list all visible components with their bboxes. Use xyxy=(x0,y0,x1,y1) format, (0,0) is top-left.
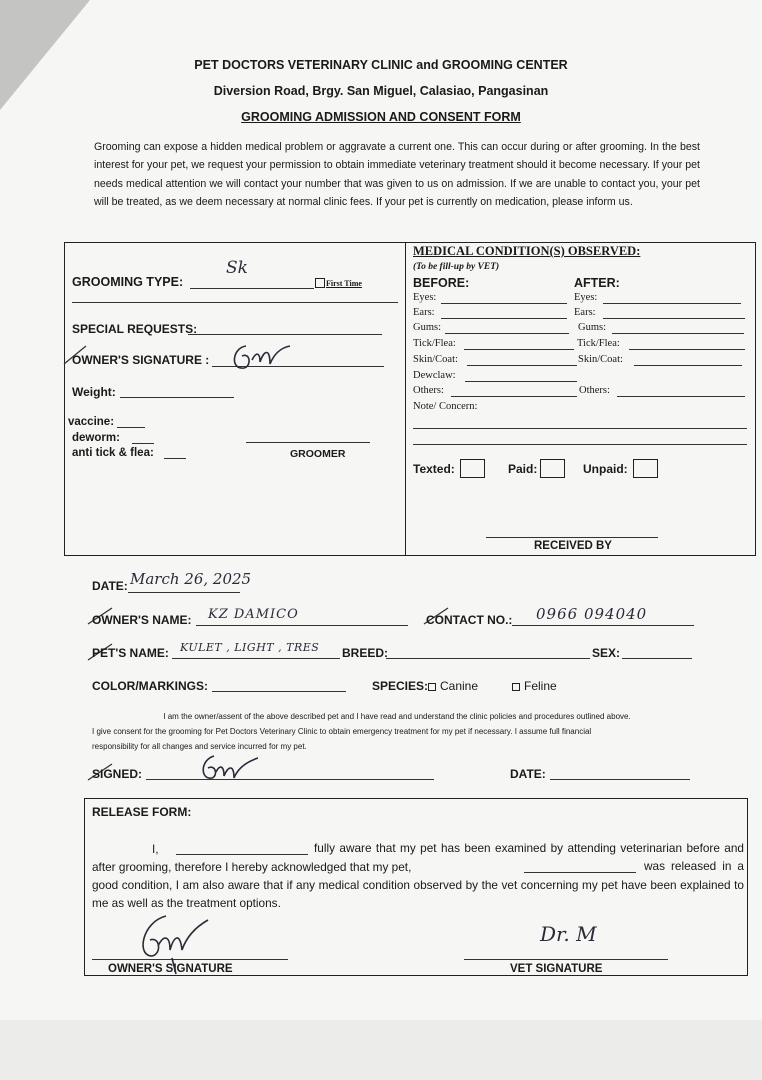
received-by-label: RECEIVED BY xyxy=(534,540,612,552)
after-label: AFTER: xyxy=(574,276,620,290)
consent-signature-scribble xyxy=(196,752,266,788)
after-others-label: Others: xyxy=(579,385,610,396)
groomer-label: GROOMER xyxy=(290,448,346,460)
release-owner-signature-scribble xyxy=(132,910,212,980)
after-skincoat-label: Skin/Coat: xyxy=(578,354,623,365)
release-owner-signature-label: OWNER'S SIGNATURE xyxy=(108,963,233,975)
pet-name-label: PET'S NAME: xyxy=(92,646,169,660)
medical-conditions-title: MEDICAL CONDITION(S) OBSERVED: xyxy=(413,244,641,258)
consent-date-label: DATE: xyxy=(510,767,546,781)
consent-date-field[interactable] xyxy=(550,779,690,780)
owner-signature-label: OWNER'S SIGNATURE : xyxy=(72,353,210,367)
consent-line-3: responsibility for all changes and service incurred for my pet. xyxy=(92,742,307,751)
first-time-label: First Time xyxy=(326,279,362,288)
received-by-line[interactable] xyxy=(486,537,658,538)
color-markings-label: COLOR/MARKINGS: xyxy=(92,679,208,693)
owner-name-field[interactable] xyxy=(196,625,408,626)
owner-signature-scribble xyxy=(228,338,298,378)
unpaid-checkbox[interactable] xyxy=(633,459,658,478)
before-eyes-field[interactable] xyxy=(441,303,567,304)
before-label: BEFORE: xyxy=(413,276,470,290)
vaccine-field[interactable] xyxy=(117,427,145,428)
species-canine-label: Canine xyxy=(440,679,479,693)
before-dewclaw-label: Dewclaw: xyxy=(413,370,456,381)
release-text-2: was released in a good condition, I am also aware that if any medical condition observed by the vet concerning my pet have been explained to me as well as the treatment options. xyxy=(92,859,744,910)
color-markings-field[interactable] xyxy=(212,691,346,692)
pet-name-value: KULET , LIGHT , TRES xyxy=(180,641,320,654)
pet-name-field[interactable] xyxy=(172,658,340,659)
species-label: SPECIES: xyxy=(372,679,429,693)
species-canine-checkbox[interactable] xyxy=(428,683,436,691)
grooming-type-field[interactable] xyxy=(190,288,314,289)
before-gums-field[interactable] xyxy=(445,333,569,334)
grooming-panel-box xyxy=(64,242,756,556)
before-ears-label: Ears: xyxy=(413,307,435,318)
consent-line-2: I give consent for the grooming for Pet Doctors Veterinary Clinic to obtain emergency treatment for my pet if necessary. I assume full financial xyxy=(92,727,592,736)
anti-tick-field[interactable] xyxy=(164,458,186,459)
before-ears-field[interactable] xyxy=(441,318,567,319)
grooming-type-label: GROOMING TYPE: xyxy=(72,275,184,289)
breed-field[interactable] xyxy=(386,658,590,659)
intro-paragraph: Grooming can expose a hidden medical problem or aggravate a current one. This can occur during or after grooming. In the best interest for your pet, we request your permission to obtain immediate veterinary treatment should it become necessary. If your pet needs medical attention we will contact your number that was given to us on admission. If we are unable to contact you, your pet will be treated, as we deem necessary at normal clinic fees. If your pet is currently on medication, please inform us. xyxy=(94,141,700,208)
paid-checkbox[interactable] xyxy=(540,459,565,478)
date-label: DATE: xyxy=(92,579,128,593)
owner-name-label: OWNER'S NAME: xyxy=(92,613,192,627)
weight-field[interactable] xyxy=(120,397,234,398)
after-gums-label: Gums: xyxy=(578,322,607,333)
anti-tick-label: anti tick & flea: xyxy=(72,447,154,459)
sex-field[interactable] xyxy=(622,658,692,659)
date-field[interactable] xyxy=(128,592,240,593)
first-time-checkbox[interactable] xyxy=(315,278,325,288)
before-eyes-label: Eyes: xyxy=(413,292,437,303)
before-dewclaw-field[interactable] xyxy=(465,381,577,382)
after-ears-field[interactable] xyxy=(603,318,745,319)
before-tickflea-field[interactable] xyxy=(464,349,574,350)
texted-label: Texted: xyxy=(413,462,455,476)
page-bottom-shadow xyxy=(0,1020,762,1080)
grooming-type-value: Sk xyxy=(226,258,248,278)
check-mark-owner-signature xyxy=(60,340,90,370)
contact-label: CONTACT NO.: xyxy=(426,613,513,627)
groomer-signature-line[interactable] xyxy=(246,442,370,443)
form-title: GROOMING ADMISSION AND CONSENT FORM xyxy=(241,110,521,124)
medical-conditions-subtitle: (To be fill-up by VET) xyxy=(413,262,500,272)
clinic-name: PET DOCTORS VETERINARY CLINIC and GROOMING CENTER xyxy=(194,58,568,72)
deworm-field[interactable] xyxy=(132,443,154,444)
texted-checkbox[interactable] xyxy=(460,459,485,478)
before-skincoat-label: Skin/Coat: xyxy=(413,354,458,365)
before-gums-label: Gums: xyxy=(413,322,442,333)
clinic-address: Diversion Road, Brgy. San Miguel, Calasiao, Pangasinan xyxy=(213,84,549,98)
after-tickflea-field[interactable] xyxy=(629,349,745,350)
grooming-type-extra-line xyxy=(72,302,398,303)
signed-label: SIGNED: xyxy=(92,767,143,781)
after-others-field[interactable] xyxy=(617,396,745,397)
after-gums-field[interactable] xyxy=(612,333,744,334)
after-eyes-label: Eyes: xyxy=(574,292,598,303)
after-tickflea-label: Tick/Flea: xyxy=(577,338,620,349)
signed-field[interactable] xyxy=(146,779,434,780)
note-concern-label: Note/ Concern: xyxy=(413,401,478,412)
special-requests-label: SPECIAL REQUESTS: xyxy=(72,322,198,336)
species-feline-label: Feline xyxy=(524,679,557,693)
vet-signature-label: VET SIGNATURE xyxy=(510,963,603,975)
species-feline-checkbox[interactable] xyxy=(512,683,520,691)
owner-name-value: KZ DAMICO xyxy=(208,607,299,622)
paid-label: Paid: xyxy=(508,462,538,476)
date-value: March 26, 2025 xyxy=(130,570,252,588)
contact-field[interactable] xyxy=(512,625,694,626)
before-others-label: Others: xyxy=(413,385,444,396)
after-ears-label: Ears: xyxy=(574,307,596,318)
release-text-1: fully aware that my pet has been examined by attending veterinarian before and after grooming, therefore I hereby acknowledged that my pet, xyxy=(92,841,744,874)
note-concern-line-1[interactable] xyxy=(413,428,747,429)
note-concern-line-2[interactable] xyxy=(413,444,747,445)
panel-divider xyxy=(405,242,406,556)
before-others-field[interactable] xyxy=(451,396,577,397)
consent-line-1: I am the owner/assent of the above described pet and I have read and understand the clinic policies and procedures outlined above. xyxy=(163,712,631,721)
after-skincoat-field[interactable] xyxy=(634,365,742,366)
special-requests-field[interactable] xyxy=(188,334,382,335)
vet-signature-line[interactable] xyxy=(464,959,668,960)
weight-label: Weight: xyxy=(72,385,116,399)
vet-initials: Dr. M xyxy=(540,922,597,946)
before-tickflea-label: Tick/Flea: xyxy=(413,338,456,349)
release-text-i: I, xyxy=(152,842,159,856)
breed-label: BREED: xyxy=(342,646,389,660)
before-skincoat-field[interactable] xyxy=(467,365,577,366)
release-form-title: RELEASE FORM: xyxy=(92,805,192,819)
unpaid-label: Unpaid: xyxy=(583,462,628,476)
deworm-label: deworm: xyxy=(72,432,120,444)
vaccine-label: vaccine: xyxy=(68,416,115,428)
sex-label: SEX: xyxy=(592,646,621,660)
after-eyes-field[interactable] xyxy=(603,303,741,304)
contact-value: 0966 094040 xyxy=(536,605,648,623)
